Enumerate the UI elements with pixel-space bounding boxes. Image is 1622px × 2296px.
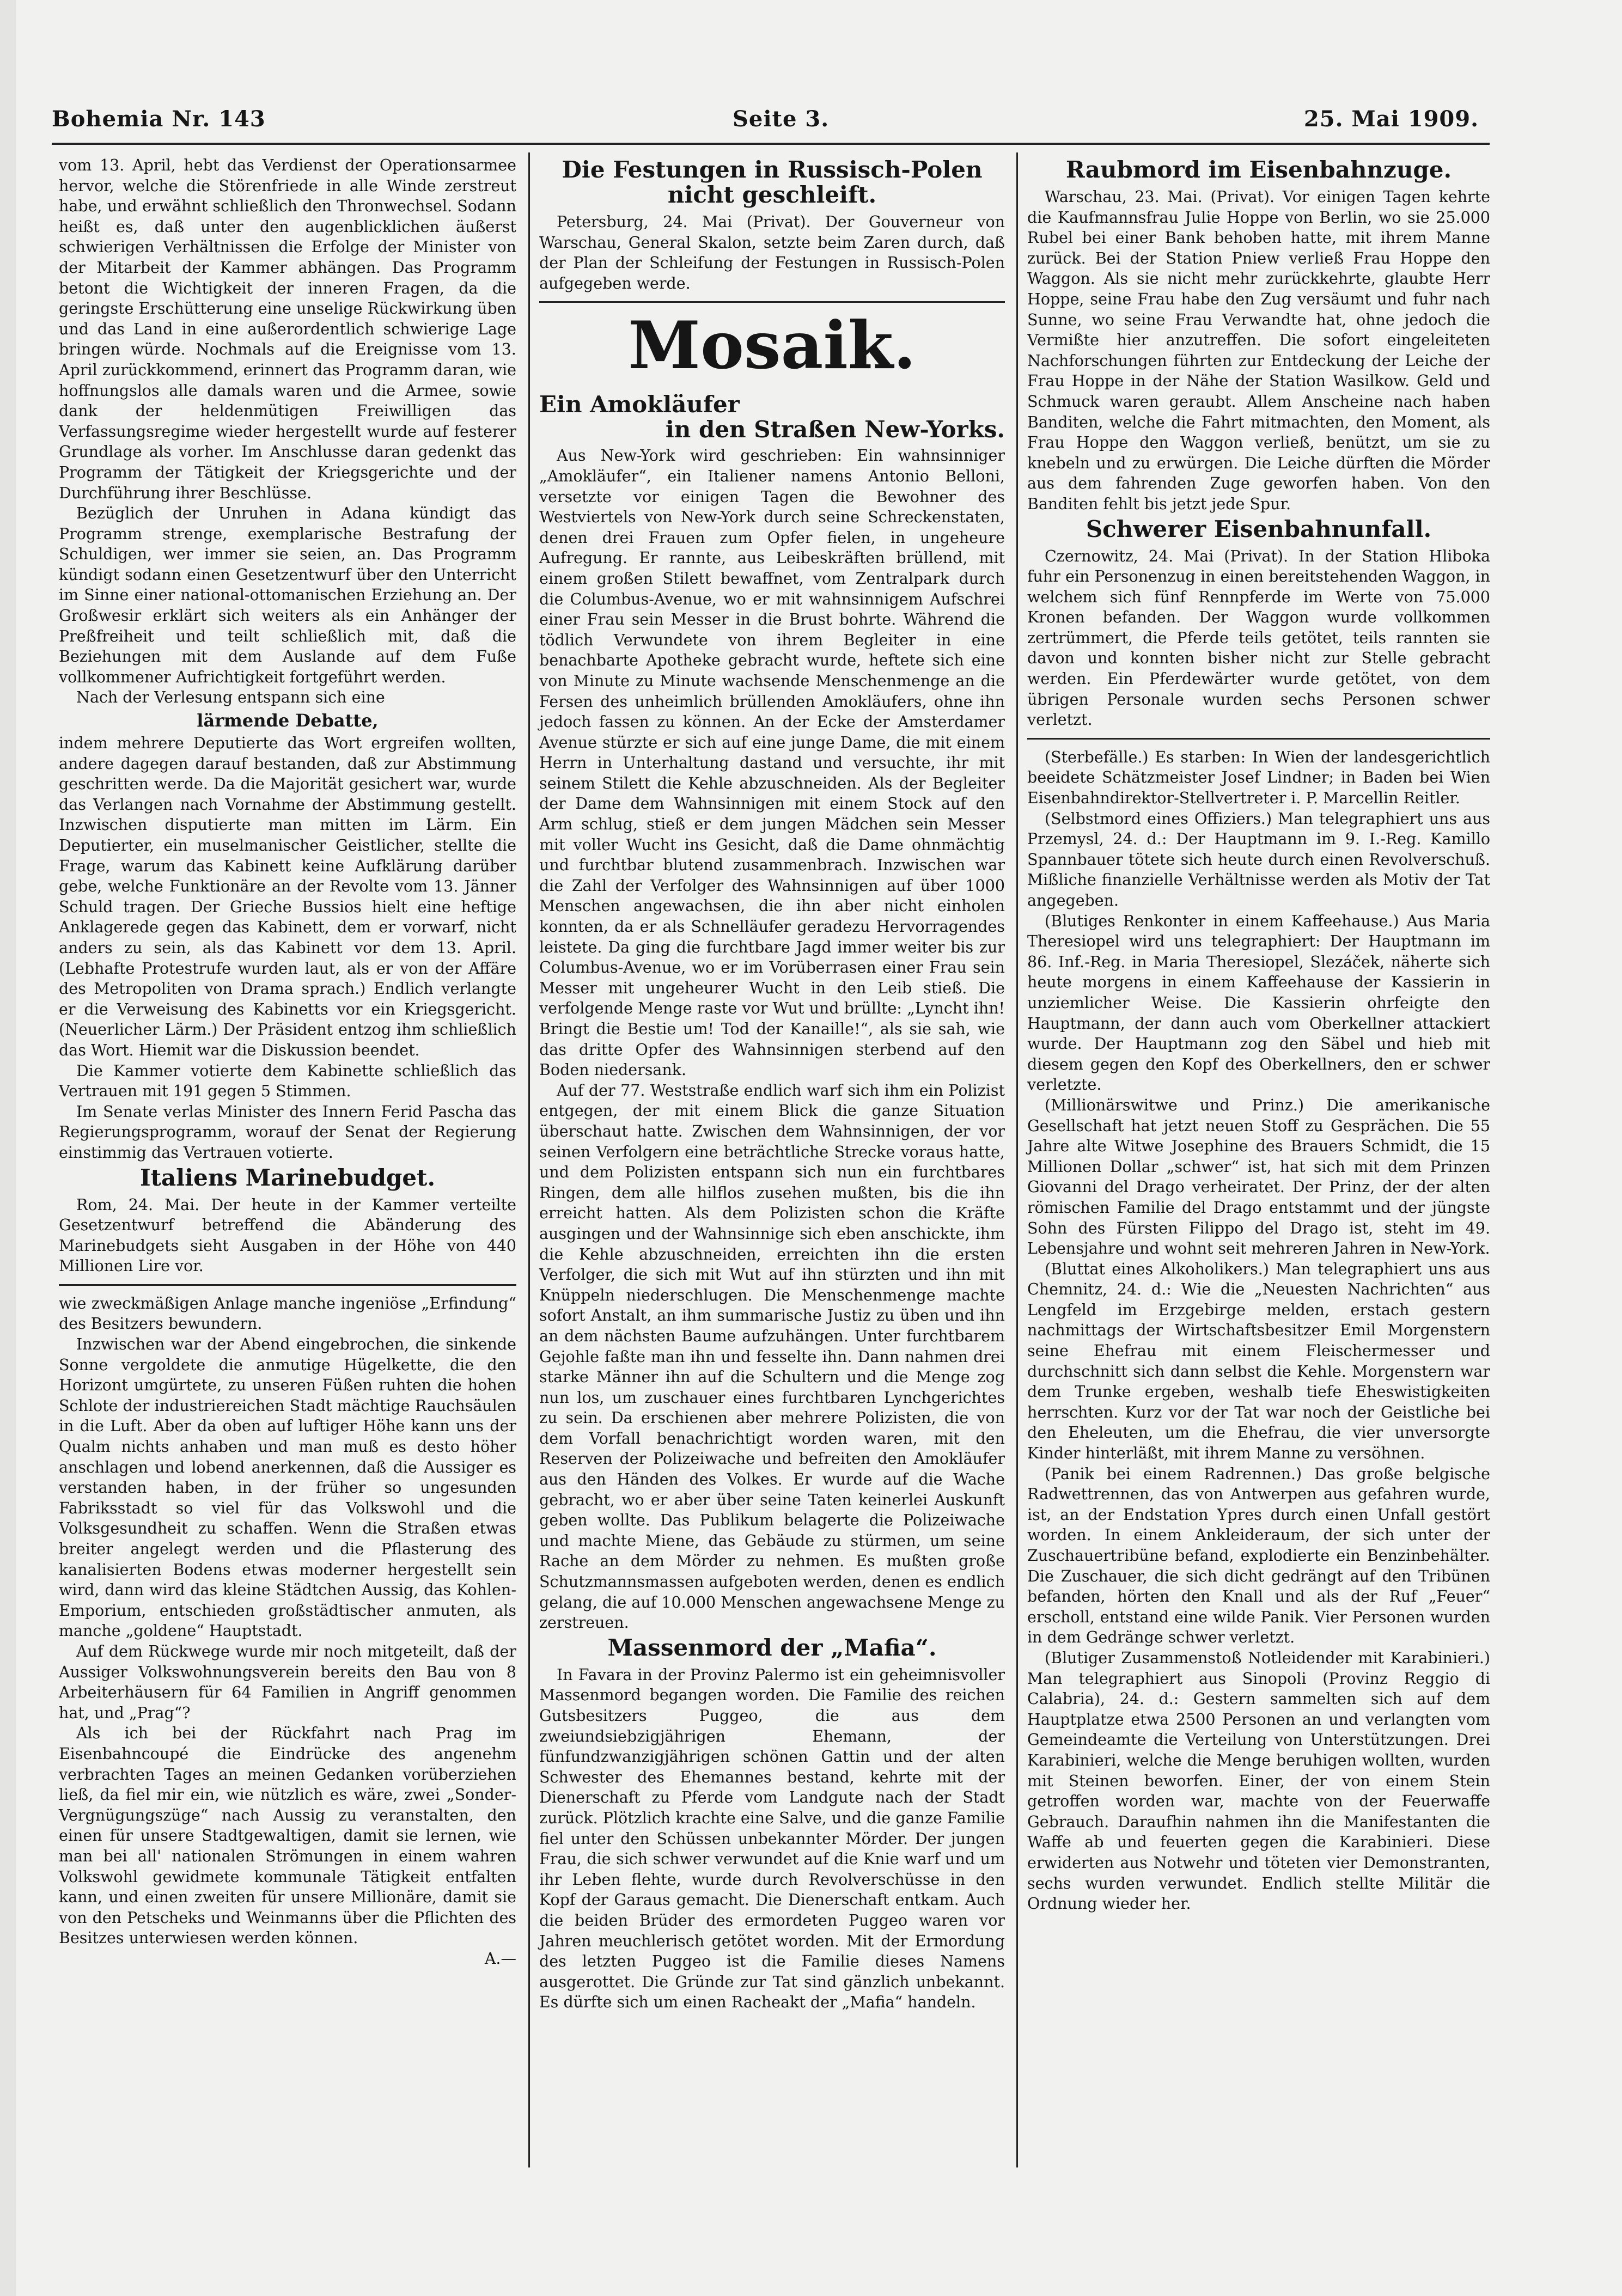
article-text: Aus New-York wird geschrieben: Ein wahnsinniger „Amokläufer“, ein Italiener namens Antonio Belloni, versetzte vor einigen Tagen die Bewohner des Westviertels von New-York durch seine Schreckenstaten, denen drei Frauen zum Opfer fielen, in ungeheure Aufregung. Er rannte, aus Leibeskräften brüllend, mit einem großen Stilett bewaffnet, vom Zentralpark durch die Columbus-Avenue, wo er mit wahnsinnigem Aufschrei einer Frau sein Messer in die Brust bohrte. Während die tödlich Verwundete von ihrem Begleiter in eine benachbarte Apotheke gebracht wurde, heftete sich eine von Minute zu Minute wachsende Menschenmenge an die Fersen des unheimlich brüllenden Amokläufers, ohne ihn jedoch fassen zu können. An der Ecke der Amsterdamer Avenue stürzte er sich auf eine junge Dame, die mit einem Herrn in Unterhaltung dastand und versuchte, ihr mit seinem Stilett die Kehle abzuschneiden. Als der Begleiter der Dame dem Wahnsinnigen mit einem Stock auf den Arm schlug, stieß er dem jungen Mädchen sein Messer mit voller Wucht ins Gesicht, daß die Dame ohnmächtig und furchtbar blutend zusammenbrach. Inzwischen war die Zahl der Verfolger des Wahnsinnigen auf über 1000 Menschen angewachsen, die ihn aber nicht einholen konnten, da er als Schnelläufer geradezu Hervorragendes leistete. Da ging die furchtbare Jagd immer weiter bis zur Columbus-Avenue, wo er im Vorüberrasen einer Frau sein Messer mit ungeheurer Wucht in den Leib stieß. Die verfolgende Menge raste vor Wut und brüllte: „Lyncht ihn! Bringt die Bestie um! Tod der Kanaille!“, als sie sah, wie das dritte Opfer des Wahnsinnigen sterbend auf den Boden niedersank. <box>539 447 1005 1079</box>
column-3 <box>1027 155 1490 1914</box>
article-text: Auf dem Rückwege wurde mir noch mitgeteilt, daß der Aussiger Volkswohnungsverein bereits den Bau von 8 Arbeiterhäusern für 64 Familien in Angriff genommen hat, und „Prag“? <box>59 1642 516 1722</box>
author-signature: A.— <box>484 1949 516 1968</box>
article-text: indem mehrere Deputierte das Wort ergreifen wollten, andere dagegen darauf bestanden, daß zur Abstimmung geschritten werde. Da die Majorität gesichert war, wurde das Verlangen nach Vornahme der Abstimmung gestellt. Inzwischen disputierte man mitten im Lärm. Ein Deputierter, ein muselmanischer Geistlicher, stellte die Frage, warum das Kabinett keine Aufklärung darüber gebe, welche Funktionäre an der Revolte vom 13. Jänner Schuld tragen. Der Grieche Bussios hielt eine heftige Anklagerede gegen das Kabinett, dem er vorwarf, nicht anders zu sein, als das Kabinett vor dem 13. April. (Lebhafte Protestrufe wurden laut, als er von der Affäre des Metropoliten von Drama sprach.) Endlich verlangte er die Verweisung des Kabinetts vor ein Kriegsgericht. (Neuerlicher Lärm.) Der Präsident entzog ihm schließlich das Wort. Hiemit war die Diskussion beendet. <box>59 734 516 1059</box>
section-divider <box>1027 738 1490 740</box>
header-date: 25. Mai 1909. <box>1303 106 1479 132</box>
article-text: (Millionärswitwe und Prinz.) Die amerikanische Gesellschaft hat jetzt neuen Stoff zu Gesprächen. Die 55 Jahre alte Witwe Josephine des Brauers Schmidt, die 15 Millionen Dollar „schwer“ ist, hat sich mit dem Prinzen Giovanni del Drago verheiratet. Der Prinz, der der alten römischen Familie del Drago entstammt und der jüngste Sohn des Fürsten Filippo del Drago ist, steht im 49. Lebensjahre und wohnt seit mehreren Jahren in New-York. <box>1027 1096 1490 1258</box>
article-headline: in den Straßen New-Yorks. <box>665 416 1005 443</box>
article-text: Nach der Verlesung entspann sich eine <box>76 688 385 707</box>
article-text: Im Senate verlas Minister des Innern Ferid Pascha das Regierungsprogramm, worauf der Senat der Regierung einstimmig das Vertrauen votierte. <box>59 1102 516 1162</box>
article-text: Auf der 77. Weststraße endlich warf sich ihm ein Polizist entgegen, der mit einem Blick die ganze Situation überschaut hatte. Zwischen dem Wahnsinnigen, der vor seinen Verfolgern eine beträchtliche Strecke voraus hatte, und dem Polizisten entspann sich nun ein furchtbares Ringen, dem alle hilflos zusehen mußten, bis die ihn erreicht hatten. Als dem Polizisten schon die Kräfte ausgingen und der Wahnsinnige sich eben anschickte, ihm die Kehle abzuschneiden, erreichten ihn die ersten Verfolger, die sich mit Wut auf ihn stürzten und ihn mit Knüppeln niederschlugen. Die Menschenmenge machte sofort Anstalt, an ihm summarische Justiz zu üben und ihn an dem nächsten Baume aufzuhängen. Unter furchtbarem Gejohle faßte man ihn und fesselte ihn. Dann nahmen drei starke Männer ihn auf die Schultern und die Menge zog nun los, um zuschauer eines furchtbaren Lynchgerichtes zu sein. Da erschienen aber mehrere Polizisten, die von dem Vorfall benachrichtigt worden waren, mit den Reserven der Polizeiwache und befreiten den Amokläufer aus den Händen des Volkes. Er wurde auf die Wache gebracht, wo er aber über seine Taten keinerlei Auskunft geben wollte. Das Publikum belagerte die Polizeiwache und machte Miene, das Gebäude zu stürmen, um seine Rache an dem Mörder zu nehmen. Es mußten große Schutzmannsmassen aufgeboten werden, denen es endlich gelang, die auf 10.000 Menschen angewachsene Menge zu zerstreuen. <box>539 1081 1005 1632</box>
article-text: Warschau, 23. Mai. (Privat). Vor einigen Tagen kehrte die Kaufmannsfrau Julie Hoppe von Berlin, wo sie 25.000 Rubel bei einer Bank behoben hatte, mit ihrem Manne zurück. Bei der Station Pniew verließ Frau Hoppe den Waggon. Als sie nicht mehr zurückkehrte, glaubte Herr Hoppe, seine Frau habe den Zug versäumt und fuhr nach Sunne, wo seine Frau Verwandte hat, ohne jedoch die Vermißte hier anzutreffen. Die sofort eingeleiteten Nachforschungen führten zur Entdeckung der Leiche der Frau Hoppe in der Nähe der Station Wasilkow. Geld und Schmuck waren geraubt. Allem Anscheine nach haben Banditen, welche die Fahrt mitmachten, den Moment, als Frau Hoppe den Waggon verließ, benützt, um sie zu knebeln und zu erwürgen. Die Leiche dürften die Mörder aus dem fahrenden Zuge geworfen haben. Von den Banditen fehlt bis jetzt jede Spur. <box>1027 188 1490 513</box>
header-paper-name: Bohemia Nr. 143 <box>52 106 266 132</box>
article-text: (Sterbefälle.) Es starben: In Wien der landesgerichtlich beeidete Schätzmeister Josef Lindner; in Baden bei Wien Eisenbahndirektor-Stellvertreter i. P. Marcellin Reitler. <box>1027 748 1490 808</box>
article-text: wie zweckmäßigen Anlage manche ingeniöse „Erfindung“ des Besitzers bewundern. <box>59 1294 516 1333</box>
article-text: Czernowitz, 24. Mai (Privat). In der Station Hliboka fuhr ein Personenzug in einen bereitstehenden Waggon, in welchem sich fünf Rennpferde im Werte von 75.000 Kronen befanden. Der Waggon wurde vollkommen zertrümmert, die Pferde teils getötet, teils rannten sie davon und konnten bisher nicht zur Stelle gebracht werden. Ein Pferdewärter wurde getötet, von dem übrigen Personale wurden sechs Personen schwer verletzt. <box>1027 547 1490 729</box>
article-text: Rom, 24. Mai. Der heute in der Kammer verteilte Gesetzentwurf betreffend die Abänderung des Marinebudgets sieht Ausgaben in der Höhe von 440 Millionen Lire vor. <box>59 1195 516 1275</box>
article-text: (Blutiges Renkonter in einem Kaffeehause.) Aus Maria Theresiopel wird uns telegraphiert: Der Hauptmann im 86. Inf.-Reg. in Maria Theresiopel, Slezáček, näherte sich heute morgens in einem Kaffeehause der Kassierin in unziemlicher Weise. Die Kassierin ohrfeigte den Hauptmann, der dann auch vom Oberkellner attackiert wurde. Der Hauptmann zog den Säbel und hieb mit diesem gegen den Kopf des Oberkellners, den er schwer verletzte. <box>1027 912 1490 1094</box>
column-rule-1 <box>528 152 530 2167</box>
article-text: Petersburg, 24. Mai (Privat). Der Gouverneur von Warschau, General Skalon, setzte beim Zaren durch, daß der Plan der Schleifung der Festungen in Russisch-Polen aufgegeben werde. <box>539 213 1005 292</box>
section-masthead: Mosaik. <box>628 307 916 384</box>
header-page-number: Seite 3. <box>733 106 830 132</box>
article-headline: Italiens Marinebudget. <box>139 1164 436 1191</box>
column-2 <box>539 155 1005 2013</box>
article-headline: Raubmord im Eisenbahnzuge. <box>1065 156 1452 183</box>
column-rule-2 <box>1016 152 1018 2167</box>
page-header <box>52 106 1479 139</box>
article-text: Als ich bei der Rückfahrt nach Prag im Eisenbahncoupé die Eindrücke des angenehm verbrachten Tages an meinen Gedanken vorüberziehen ließ, da fiel mir ein, wie nützlich es wäre, zwei „Sonder-Vergnügungszüge“ nach Aussig zu veranstalten, den einen für unsere Stadtgewaltigen, damit sie lernen, wie man bei all' nationalen Strömungen in einem wahren Volkswohl gewidmete kommunale Tätigkeit entfalten kann, und einen zweiten für unsere Millionäre, damit sie von den Petscheks und Weinmanns über die Pflichten des Besitzes unterwiesen werden können. <box>59 1724 516 1947</box>
section-divider <box>539 301 1005 303</box>
scan-edge <box>0 0 16 2296</box>
article-text: (Selbstmord eines Offiziers.) Man telegraphiert uns aus Przemysl, 24. d.: Der Hauptmann im 9. I.-Reg. Kamillo Spannbauer tötete sich heute durch einen Revolverschuß. Mißliche finanzielle Verhältnisse werden als Motiv der Tat angegeben. <box>1027 809 1490 909</box>
article-headline: Schwerer Eisenbahnunfall. <box>1086 515 1432 542</box>
article-text: (Bluttat eines Alkoholikers.) Man telegraphiert uns aus Chemnitz, 24. d.: Wie die „Neuesten Nachrichten“ aus Lengfeld im Erzgebirge melden, erstach gestern nachmittags der Wirtschaftsbesitzer Emil Morgenstern seine Ehefrau mit einem Fleischermesser und durchschnitt sich dann selbst die Kehle. Morgenstern war dem Trunke ergeben, weshalb tiefe Eheswistigkeiten herrschten. Kurz vor der Tat war noch der Geistliche bei den Eheleuten, um die Ehefrau, die vier unversorgte Kinder hinterläßt, mit ihrem Manne zu versöhnen. <box>1027 1260 1490 1463</box>
article-text: Inzwischen war der Abend eingebrochen, die sinkende Sonne vergoldete die anmutige Hügelkette, die den Horizont umgürtete, zu unseren Füßen ruhten die hohen Schlote der industriereichen Stadt mächtige Rauchsäulen in die Luft. Aber da oben auf luftiger Höhe kann uns der Qualm nichts anhaben und man muß es desto höher anschlagen und lobend anerkennen, daß die Aussiger es verstanden haben, in der früher so ungesunden Fabriksstadt so viel für das Volkswohl und die Volksgesundheit zu schaffen. Wenn die Straßen etwas breiter angelegt werden und die Pflasterung des kanalisierten Bodens etwas moderner hergestellt sein wird, dann wird das kleine Städtchen Aussig, das Kohlen-Emporium, entschieden großstädtischer anmuten, als manche „goldene“ Hauptstadt. <box>59 1335 516 1640</box>
column-1 <box>59 155 516 1969</box>
article-text: Die Kammer votierte dem Kabinette schließlich das Vertrauen mit 191 gegen 5 Stimmen. <box>59 1061 516 1101</box>
article-headline: Massenmord der „Mafia“. <box>607 1634 937 1661</box>
article-headline: Ein Amokläufer <box>539 391 740 418</box>
header-rule <box>52 143 1490 145</box>
article-text: Bezüglich der Unruhen in Adana kündigt das Programm strenge, exemplarische Bestrafung der Schuldigen, wer immer sie seien, an. Das Programm kündigt sodann einen Gesetzentwurf über den Unterricht im Sinne einer national-ottomanischen Erziehung an. Der Großwesir erklärt sich weiters als ein Anhänger der Preßfreiheit und teilt schließlich mit, daß die Beziehungen mit dem Auslande auf dem Fuße vollkommener Aufrichtigkeit fortgeführt werden. <box>59 504 516 686</box>
subheading: lärmende Debatte, <box>197 710 379 731</box>
article-text: In Favara in der Provinz Palermo ist ein geheimnisvoller Massenmord begangen worden. Die Familie des reichen Gutsbesitzers Puggeo, die aus dem zweiundsiebzigjährigen Ehemann, der fünfundzwanzigjährigen schönen Gattin und der alten Schwester des Ehemannes bestand, kehrte mit der Dienerschaft zu Pferde vom Landgute nach der Stadt zurück. Plötzlich krachte eine Salve, und die ganze Familie fiel unter den Schüssen unbekannter Mörder. Der jungen Frau, die sich schwer verwundet auf die Knie warf und um ihr Leben flehte, wurde durch Revolverschüsse in den Kopf der Garaus gemacht. Die Dienerschaft entkam. Auch die beiden Brüder des ermordeten Puggeo waren vor Jahren meuchlerisch getötet worden. Mit der Ermordung des letzten Puggeo ist die Familie dieses Namens ausgerottet. Die Gründe zur Tat sind gänzlich unbekannt. Es dürfte sich um einen Racheakt der „Mafia“ handeln. <box>539 1665 1005 2012</box>
article-text: (Panik bei einem Radrennen.) Das große belgische Radwettrennen, das von Antwerpen aus gefahren wurde, ist, an der Endstation Ypres durch einen Unfall gestört worden. In einem Ankleideraum, der sich unter der Zuschauertribüne befand, explodierte ein Benzinbehälter. Die Zuschauer, die sich dicht gedrängt auf den Tribünen befanden, hörten den Knall und als der Ruf „Feuer“ erscholl, entstand eine wilde Panik. Vier Personen wurden in dem Gedränge schwer verletzt. <box>1027 1464 1490 1647</box>
article-text: (Blutiger Zusammenstoß Notleidender mit Karabinieri.) Man telegraphiert aus Sinopoli (Provinz Reggio di Calabria), 24. d.: Gestern sammelten sich auf dem Hauptplatze etwa 2500 Personen an und verlangten vom Gemeindeamte die Verteilung von Unterstützungen. Drei Karabinieri, welche die Menge beruhigen wollten, wurden mit Steinen beworfen. Einer, der von einem Stein getroffen worden war, machte von der Feuerwaffe Gebrauch. Daraufhin nahmen ihn die Manifestanten die Waffe ab und feuerten gegen die Karabinieri. Diese erwiderten aus Notwehr und töteten vier Demonstranten, sechs wurden verwundet. Endlich stellte Militär die Ordnung wieder her. <box>1027 1648 1490 1913</box>
section-divider <box>59 1284 516 1286</box>
article-text: vom 13. April, hebt das Verdienst der Operationsarmee hervor, welche die Störenfriede in alle Winde zerstreut habe, und erwähnt schließlich den Thronwechsel. Sodann heißt es, daß unter den augenblicklichen äußerst schwierigen Verhältnissen die Erfolge der Minister von der Mitarbeit der Kammer abhängen. Das Programm betont die Wichtigkeit der inneren Fragen, da die geringste Erschütterung eine unselige Rückwirkung üben und das Land in eine außerordentlich schwierige Lage bringen würde. Nochmals auf die Ereignisse vom 13. April zurückkommend, erinnert das Programm daran, wie hoffnungslos alle damals waren und die Armee, sowie dank der heldenmütigen Freiwilligen das Verfassungsregime wieder hergestellt wurde auf festerer Grundlage als vorher. Im Anschlusse daran gedenkt das Programm der Tätigkeit der Kriegsgerichte und der Durchführung ihrer Beschlüsse. <box>59 156 516 502</box>
article-headline: Die Festungen in Russisch-Polen nicht geschleift. <box>562 156 983 208</box>
